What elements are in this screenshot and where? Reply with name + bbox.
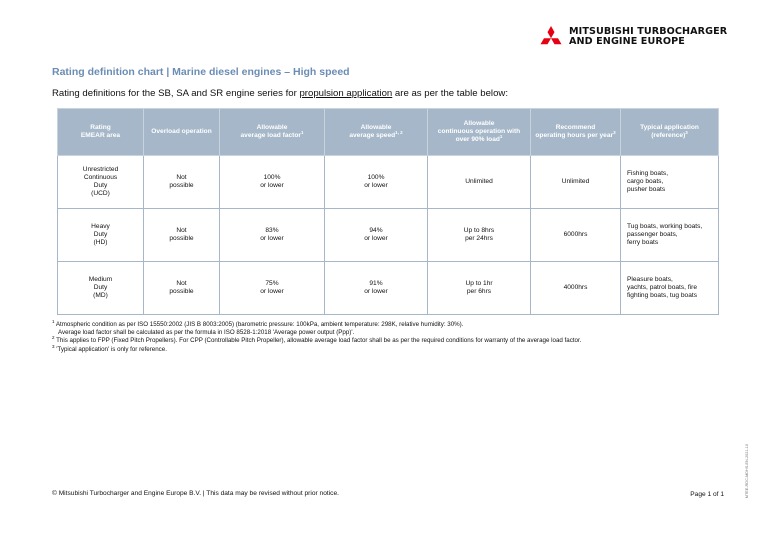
column-header-text: EMEAR area <box>80 132 121 139</box>
column-header-line: Typical application <box>640 124 699 131</box>
company-logo <box>538 25 727 49</box>
intro-after: are as per the table below: <box>392 88 508 99</box>
footnote-text: 'Typical application' is only for reference. <box>54 345 167 353</box>
footnotes <box>52 318 582 354</box>
cell-application <box>621 262 719 315</box>
column-header <box>144 109 220 156</box>
cell-line: 91% <box>369 280 383 287</box>
footnote-text: Atmospheric condition as per ISO 15550:2002 (JIS B 8003:2005) (barometric pressure: 100kPa, ambient temperature: 298K, relative humidity: 30%). <box>54 321 464 328</box>
footnote-marker: 1 <box>300 129 304 135</box>
column-header-line: Recommend <box>555 124 596 131</box>
cell-line: Not <box>176 280 187 287</box>
cell-line: Not <box>176 227 187 234</box>
column-header-text: average load factor <box>240 132 301 139</box>
cell-line: or lower <box>364 235 388 242</box>
footnote <box>52 343 581 354</box>
cell-speed <box>325 209 428 262</box>
cell-line: Duty <box>93 182 108 189</box>
cell-line: Unlimited <box>465 178 493 185</box>
cell-hours <box>531 156 621 209</box>
column-header-line <box>62 132 139 140</box>
cell-rating <box>58 156 144 209</box>
column-header <box>428 109 531 156</box>
cell-continuous <box>428 209 531 262</box>
cell-line: possible <box>169 182 194 189</box>
cell-line: pusher boats <box>627 186 666 193</box>
document-reference: MTEE-RDC-MDHS-EN-2021-10 <box>745 444 749 499</box>
cell-line: per 24hrs <box>465 235 493 242</box>
propulsion-application-link[interactable]: propulsion application <box>299 88 393 99</box>
column-header <box>58 109 144 156</box>
cell-line: 6000hrs <box>563 231 588 238</box>
page-title: Rating definition chart | Marine diesel engines – High speed <box>52 66 350 78</box>
intro-before: Rating definitions for the SB, SA and SR engine series for <box>52 88 300 99</box>
column-header-line: Rating <box>90 124 111 131</box>
table-row <box>58 156 719 209</box>
cell-line: Fishing boats, <box>627 170 669 177</box>
intro-text <box>52 88 508 99</box>
column-header <box>325 109 428 156</box>
cell-hours <box>531 262 621 315</box>
cell-speed <box>325 156 428 209</box>
cell-rating <box>58 262 144 315</box>
cell-line: possible <box>169 288 194 295</box>
cell-line: possible <box>169 235 194 242</box>
logo-wordmark <box>569 27 727 47</box>
table-row <box>58 209 719 262</box>
rating-table <box>57 108 719 315</box>
cell-line: cargo boats, <box>627 178 664 185</box>
cell-line: or lower <box>364 182 388 189</box>
cell-hours <box>531 209 621 262</box>
cell-line: passenger boats, <box>627 231 678 238</box>
three-diamonds-icon <box>538 26 564 49</box>
column-header-line <box>329 129 423 140</box>
logo-line-1: MITSUBISHI TURBOCHARGER <box>569 26 728 37</box>
footnote-marker: 3 <box>613 129 616 135</box>
copyright-footer: © Mitsubishi Turbocharger and Engine Europe B.V. | This data may be revised without prior notice. <box>52 490 339 497</box>
column-header-line: Allowable <box>360 124 392 131</box>
footnote-marker: 3 <box>685 129 688 135</box>
cell-line: Up to 1hr <box>465 280 493 287</box>
cell-rating <box>58 209 144 262</box>
cell-line: Unlimited <box>561 178 590 185</box>
cell-line: yachts, patrol boats, fire <box>627 284 698 291</box>
cell-continuous <box>428 156 531 209</box>
cell-line: 94% <box>369 227 383 234</box>
cell-line: 4000hrs <box>563 284 588 291</box>
cell-line: 75% <box>265 280 279 287</box>
footnote <box>52 337 581 345</box>
column-header-line: Allowable <box>463 120 495 127</box>
header-row <box>58 109 719 156</box>
cell-speed <box>325 262 428 315</box>
cell-overload <box>144 262 220 315</box>
cell-line: Pleasure boats, <box>627 276 673 283</box>
cell-line: 100% <box>367 174 385 181</box>
rating-table-header <box>58 109 719 156</box>
column-header <box>531 109 621 156</box>
cell-load-factor <box>220 156 325 209</box>
footnote-marker: 1 <box>499 133 503 139</box>
cell-line: Medium <box>88 276 113 283</box>
column-header-line <box>432 128 526 144</box>
cell-line: per 6hrs <box>466 288 492 295</box>
column-header-line: Allowable <box>256 124 288 131</box>
cell-line: (UCD) <box>91 190 110 197</box>
cell-line: (HD) <box>93 239 108 246</box>
rating-table-body <box>58 156 719 315</box>
column-header <box>621 109 719 156</box>
cell-line: or lower <box>364 288 388 295</box>
column-header-text: continuous operation with over 90% load <box>437 128 521 143</box>
page-number: Page 1 of 1 <box>690 491 724 498</box>
cell-line: fighting boats, tug boats <box>627 292 698 299</box>
cell-overload <box>144 156 220 209</box>
cell-line: or lower <box>260 235 284 242</box>
column-header-text: (reference) <box>651 132 686 139</box>
column-header-line: Overload operation <box>151 128 212 135</box>
column-header-line <box>625 129 714 140</box>
cell-line: Continuous <box>83 174 118 181</box>
column-header-text: average speed <box>349 132 396 139</box>
footnote-marker: 1 <box>52 318 55 324</box>
cell-continuous <box>428 262 531 315</box>
cell-overload <box>144 209 220 262</box>
cell-line: Up to 8hrs <box>463 227 495 234</box>
cell-application <box>621 209 719 262</box>
logo-line-2: AND ENGINE EUROPE <box>569 36 685 47</box>
column-header-line <box>224 129 320 140</box>
footnote <box>52 318 581 329</box>
cell-line: Duty <box>93 284 108 291</box>
table-row <box>58 262 719 315</box>
cell-line: (MD) <box>93 292 108 299</box>
footnote-marker: 2 <box>52 335 55 341</box>
footnote-marker: 1, 2 <box>395 129 403 135</box>
cell-load-factor <box>220 209 325 262</box>
footnote-marker: 3 <box>52 343 55 349</box>
column-header-text: operating hours per year <box>535 132 614 139</box>
cell-line: 100% <box>263 174 281 181</box>
cell-line: Duty <box>93 231 108 238</box>
cell-line: Heavy <box>91 223 110 230</box>
column-header-line <box>535 129 616 140</box>
cell-line: or lower <box>260 182 284 189</box>
column-header <box>220 109 325 156</box>
cell-load-factor <box>220 262 325 315</box>
cell-line: Unrestricted <box>82 166 119 173</box>
footnote-text: Average load factor shall be calculated as per the formula in ISO 8528-1:2018 'Average power output (Ppp)'. <box>58 329 355 337</box>
cell-application <box>621 156 719 209</box>
cell-line: Not <box>176 174 187 181</box>
cell-line: ferry boats <box>627 239 659 246</box>
footnote-text: This applies to FPP (Fixed Pitch Propellers). For CPP (Controllable Pitch Propeller), allowable average load factor shall be as per the required conditions for warranty of the average load factor. <box>54 337 582 345</box>
cell-line: or lower <box>260 288 284 295</box>
cell-line: Tug boats, working boats, <box>627 223 703 230</box>
cell-line: 83% <box>265 227 279 234</box>
